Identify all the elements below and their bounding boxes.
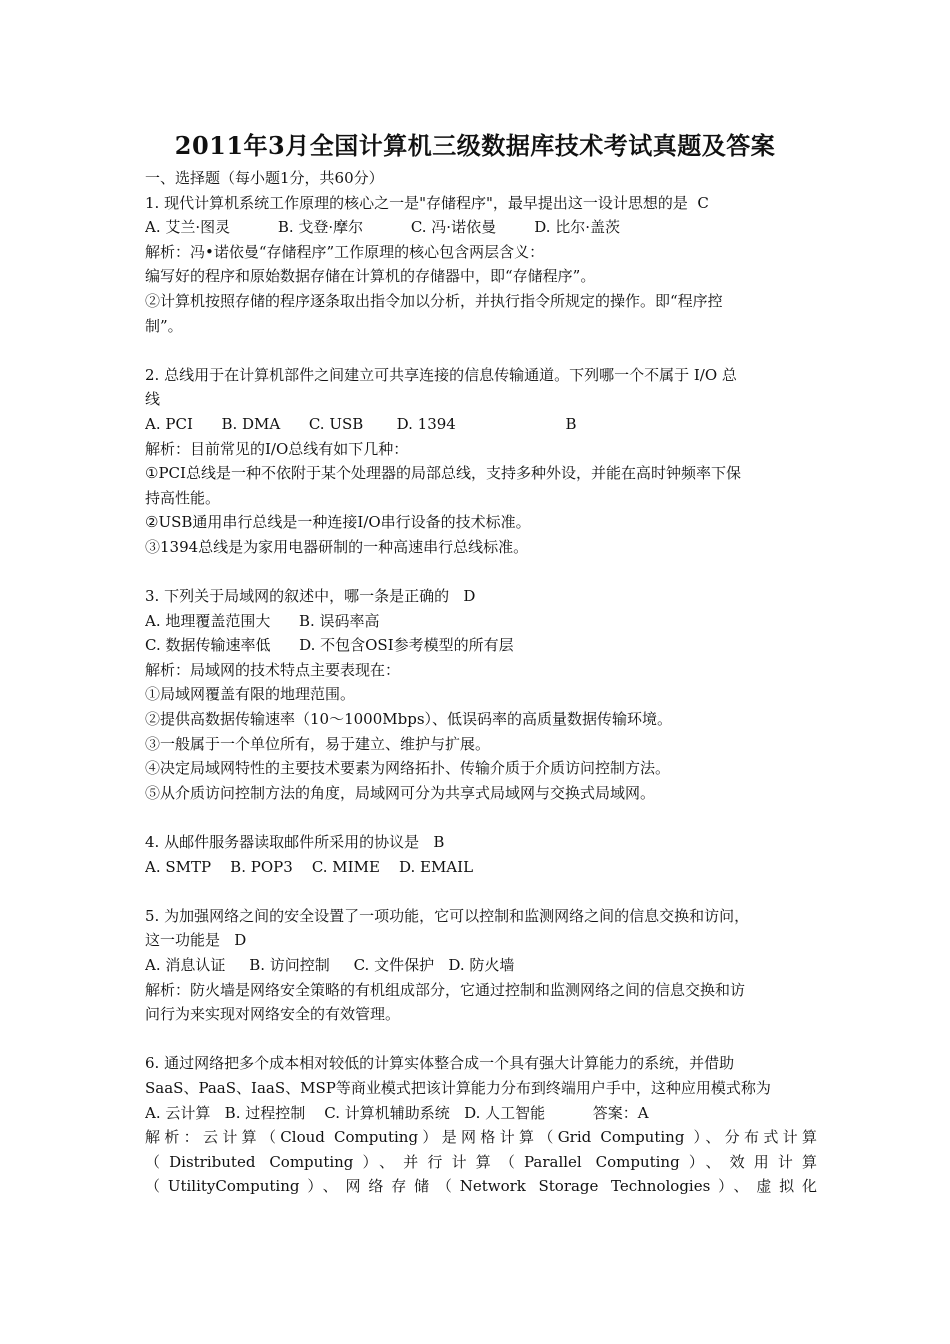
q3-stem: 3. 下列关于局域网的叙述中，哪一条是正确的 D bbox=[145, 587, 476, 606]
q1-options: A. 艾兰·图灵 B. 戈登·摩尔 C. 冯·诺依曼 D. 比尔·盖茨 bbox=[145, 218, 621, 237]
q2-explanation-2: ①PCI总线是一种不依附于某个处理器的局部总线，支持多种外设，并能在高时钟频率下保 bbox=[145, 464, 741, 483]
q1-explanation-3: ②计算机按照存储的程序逐条取出指令加以分析，并执行指令所规定的操作。即“程序控 bbox=[145, 291, 723, 310]
q2-explanation-4: ②USB通用串行总线是一种连接I/O串行设备的技术标准。 bbox=[145, 513, 531, 532]
q5-explanation-1: 解析：防火墙是网络安全策略的有机组成部分，它通过控制和监测网络之间的信息交换和访 bbox=[145, 980, 746, 999]
q1-explanation-4: 制”。 bbox=[145, 316, 183, 335]
q3-explanation-5: ④决定局域网特性的主要技术要素为网络拓扑、传输介质于介质访问控制方法。 bbox=[145, 759, 671, 778]
document-body bbox=[145, 166, 817, 1199]
q2-explanation-3: 持高性能。 bbox=[145, 488, 221, 507]
q5-explanation-2: 问行为来实现对网络安全的有效管理。 bbox=[145, 1005, 401, 1024]
q5-options: A. 消息认证 B. 访问控制 C. 文件保护 D. 防火墙 bbox=[145, 956, 515, 974]
q2-options: A. PCI B. DMA C. USB D. 1394 B bbox=[145, 414, 577, 433]
section-heading: 一、选择题（每小题1分，共60分） bbox=[145, 169, 384, 187]
q6-explanation-3: （UtilityComputing）、网络存储（Network Storage Technologies）、虚拟化 bbox=[145, 1177, 817, 1196]
q6-explanation-2: （Distributed Computing）、并行计算（Parallel Computing）、效用计算 bbox=[145, 1152, 817, 1171]
q2-explanation-1: 解析：目前常见的I/O总线有如下几种： bbox=[145, 439, 409, 458]
spacer bbox=[145, 805, 817, 830]
spacer bbox=[145, 560, 817, 585]
document-title: 2011年3月全国计算机三级数据库技术考试真题及答案 bbox=[174, 131, 776, 160]
q2-stem-1: 2. 总线用于在计算机部件之间建立可共享连接的信息传输通道。下列哪一个不属于 I/O 总 bbox=[145, 365, 737, 384]
q6-stem-1: 6. 通过网络把多个成本相对较低的计算实体整合成一个具有强大计算能力的系统，并借助 bbox=[145, 1054, 735, 1073]
q3-explanation-3: ②提供高数据传输速率（10～1000Mbps）、低误码率的高质量数据传输环境。 bbox=[145, 710, 673, 729]
q4-options: A. SMTP B. POP3 C. MIME D. EMAIL bbox=[145, 857, 474, 876]
spacer bbox=[145, 338, 817, 363]
q2-stem-2: 线 bbox=[145, 390, 161, 409]
q3-options-2: C. 数据传输速率低 D. 不包含OSI参考模型的所有层 bbox=[145, 636, 514, 655]
spacer bbox=[145, 1027, 817, 1052]
q1-stem: 1. 现代计算机系统工作原理的核心之一是"存储程序"，最早提出这一设计思想的是 C bbox=[145, 193, 709, 212]
q6-stem-2: SaaS、PaaS、IaaS、MSP等商业模式把该计算能力分布到终端用户手中，这种应用模式称为 bbox=[145, 1078, 771, 1097]
q2-explanation-5: ③1394总线是为家用电器研制的一种高速串行总线标准。 bbox=[145, 537, 529, 556]
q1-explanation-1: 解析：冯•诺依曼“存储程序”工作原理的核心包含两层含义： bbox=[145, 242, 545, 261]
q6-explanation-1: 解析：云计算（Cloud Computing）是网格计算（Grid Computing ）、分布式计算 bbox=[145, 1128, 817, 1147]
q4-stem: 4. 从邮件服务器读取邮件所采用的协议是 B bbox=[145, 833, 445, 852]
q5-stem-1: 5. 为加强网络之间的安全设置了一项功能，它可以控制和监测网络之间的信息交换和访问， bbox=[145, 906, 750, 925]
q3-explanation-6: ⑤从介质访问控制方法的角度，局域网可分为共享式局域网与交换式局域网。 bbox=[145, 783, 656, 802]
q3-explanation-1: 解析：局域网的技术特点主要表现在： bbox=[145, 660, 401, 679]
q6-options: A. 云计算 B. 过程控制 C. 计算机辅助系统 D. 人工智能 答案：A bbox=[145, 1103, 649, 1122]
q3-explanation-2: ①局域网覆盖有限的地理范围。 bbox=[145, 685, 356, 704]
q3-explanation-4: ③一般属于一个单位所有，易于建立、维护与扩展。 bbox=[145, 734, 491, 753]
q5-stem-2: 这一功能是 D bbox=[145, 931, 247, 950]
q3-options-1: A. 地理覆盖范围大 B. 误码率高 bbox=[145, 611, 380, 630]
q1-explanation-2: 编写好的程序和原始数据存储在计算机的存储器中，即“存储程序”。 bbox=[145, 267, 596, 286]
spacer bbox=[145, 879, 817, 904]
